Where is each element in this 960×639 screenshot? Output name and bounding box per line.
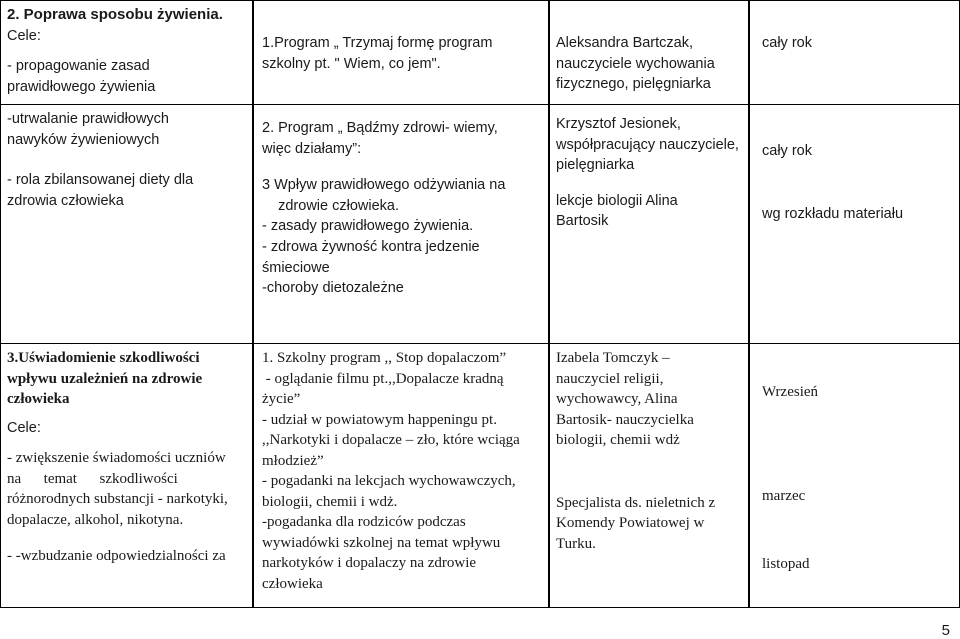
task-cell xyxy=(253,343,549,608)
task-line: człowieka xyxy=(262,575,323,592)
spacer xyxy=(7,530,246,546)
responsible-line: fizycznego, pielęgniarka xyxy=(556,76,711,93)
term-text: wg rozkładu materiału xyxy=(762,205,904,222)
cele-label: Cele: xyxy=(7,419,41,436)
table-row xyxy=(0,343,960,608)
term-cell xyxy=(749,104,960,344)
spacer xyxy=(7,150,246,170)
table-row xyxy=(0,0,960,105)
task-line: 3 Wpływ prawidłowego odżywiania na xyxy=(262,177,506,194)
goal-heading: 2. Poprawa sposobu żywienia. xyxy=(7,6,223,23)
goal-line: zdrowia człowieka xyxy=(7,192,124,209)
goal-line: - rola zbilansowanej diety dla xyxy=(7,172,194,189)
task-line: zdrowie człowieka. xyxy=(262,197,399,214)
task-line: 1.Program „ Trzymaj formę program xyxy=(262,35,493,51)
task-line: biologii, chemii i wdż. xyxy=(262,493,398,510)
term-text: listopad xyxy=(762,556,810,572)
responsible-line: nauczyciel religii, xyxy=(556,370,664,387)
goal-line: - propagowanie zasad xyxy=(7,58,150,75)
responsible-line: Specjalista ds. nieletnich z xyxy=(556,494,716,511)
task-line: młodzież” xyxy=(262,452,324,469)
goal-line: dopalacze, alkohol, nikotyna. xyxy=(7,511,184,528)
goal-line: nawyków żywieniowych xyxy=(7,131,160,148)
goal-line: różnorodnych substancji - narkotyki, xyxy=(7,491,228,507)
responsible-line: Turku. xyxy=(556,535,596,552)
goal-line: prawidłowego żywienia xyxy=(7,78,156,95)
term-cell xyxy=(749,0,960,105)
term-text: marzec xyxy=(762,487,806,504)
page-number: 5 xyxy=(941,622,950,639)
task-line: - oglądanie filmu pt.,,Dopalacze kradną xyxy=(262,370,504,387)
responsible-line: Komendy Powiatowej w xyxy=(556,515,705,531)
task-line: ,,Narkotyki i dopalacze – zło, które wciąga xyxy=(262,432,520,448)
task-cell xyxy=(253,104,549,344)
term-cell xyxy=(749,343,960,608)
task-line: -choroby dietozależne xyxy=(262,280,404,297)
goal-heading: 3.Uświadomienie szkodliwości xyxy=(7,350,200,366)
cele-label: Cele: xyxy=(7,27,41,44)
task-line: -pogadanka dla rodziców podczas xyxy=(262,514,466,530)
term-text: Wrzesień xyxy=(762,384,819,400)
goal-cell xyxy=(0,343,253,608)
responsible-line: nauczyciele wychowania xyxy=(556,55,715,72)
task-line: narkotyków i dopalaczy na zdrowie xyxy=(262,555,477,571)
responsible-line: Krzysztof Jesionek, xyxy=(556,116,681,132)
responsible-line: pielęgniarka xyxy=(556,157,635,174)
task-line: - udział w powiatowym happeningu pt. xyxy=(262,411,497,428)
task-line: szkolny pt. " Wiem, co jem". xyxy=(262,55,441,72)
responsible-line: lekcje biologii Alina xyxy=(556,192,678,209)
goal-cell xyxy=(0,0,253,105)
responsible-line: Bartosik- nauczycielka xyxy=(556,411,694,428)
term-text: cały rok xyxy=(762,35,812,51)
task-cell xyxy=(253,0,549,105)
goal-heading: wpływu uzależnień na zdrowie xyxy=(7,370,203,387)
goal-line: - zwiększenie świadomości uczniów xyxy=(7,450,226,466)
responsible-cell xyxy=(549,104,749,344)
task-line: śmieciowe xyxy=(262,259,330,276)
responsible-cell xyxy=(549,343,749,608)
spacer xyxy=(556,451,742,493)
task-line: - zdrowa żywność kontra jedzenie xyxy=(262,238,480,255)
task-line: - zasady prawidłowego żywienia. xyxy=(262,218,474,235)
term-text: cały rok xyxy=(762,143,812,159)
task-line: 2. Program „ Bądźmy zdrowi- wiemy, xyxy=(262,120,498,136)
table-row xyxy=(0,104,960,344)
responsible-line: Izabela Tomczyk – xyxy=(556,350,670,366)
responsible-cell xyxy=(549,0,749,105)
goal-heading: człowieka xyxy=(7,391,70,407)
responsible-line: biologii, chemii wdż xyxy=(556,432,680,448)
responsible-line: wychowawcy, Alina xyxy=(556,391,678,407)
responsible-line: Aleksandra Bartczak, xyxy=(556,35,694,51)
task-line: wywiadówki szkolnej na temat wpływu xyxy=(262,534,501,551)
goal-line: na temat szkodliwości xyxy=(7,470,178,487)
goal-cell xyxy=(0,104,253,344)
spacer xyxy=(556,176,742,191)
task-line: życie” xyxy=(262,391,301,407)
task-line: 1. Szkolny program ,, Stop dopalaczom” xyxy=(262,350,507,366)
task-line: - pogadanki na lekcjach wychowawczych, xyxy=(262,473,516,489)
responsible-line: Bartosik xyxy=(556,213,609,230)
responsible-line: współpracujący nauczyciele, xyxy=(556,136,739,153)
goal-line: -utrwalanie prawidłowych xyxy=(7,111,169,127)
spacer xyxy=(262,159,540,175)
goal-line: - -wzbudzanie odpowiedzialności za xyxy=(7,548,226,564)
task-line: więc działamy”: xyxy=(262,140,362,157)
